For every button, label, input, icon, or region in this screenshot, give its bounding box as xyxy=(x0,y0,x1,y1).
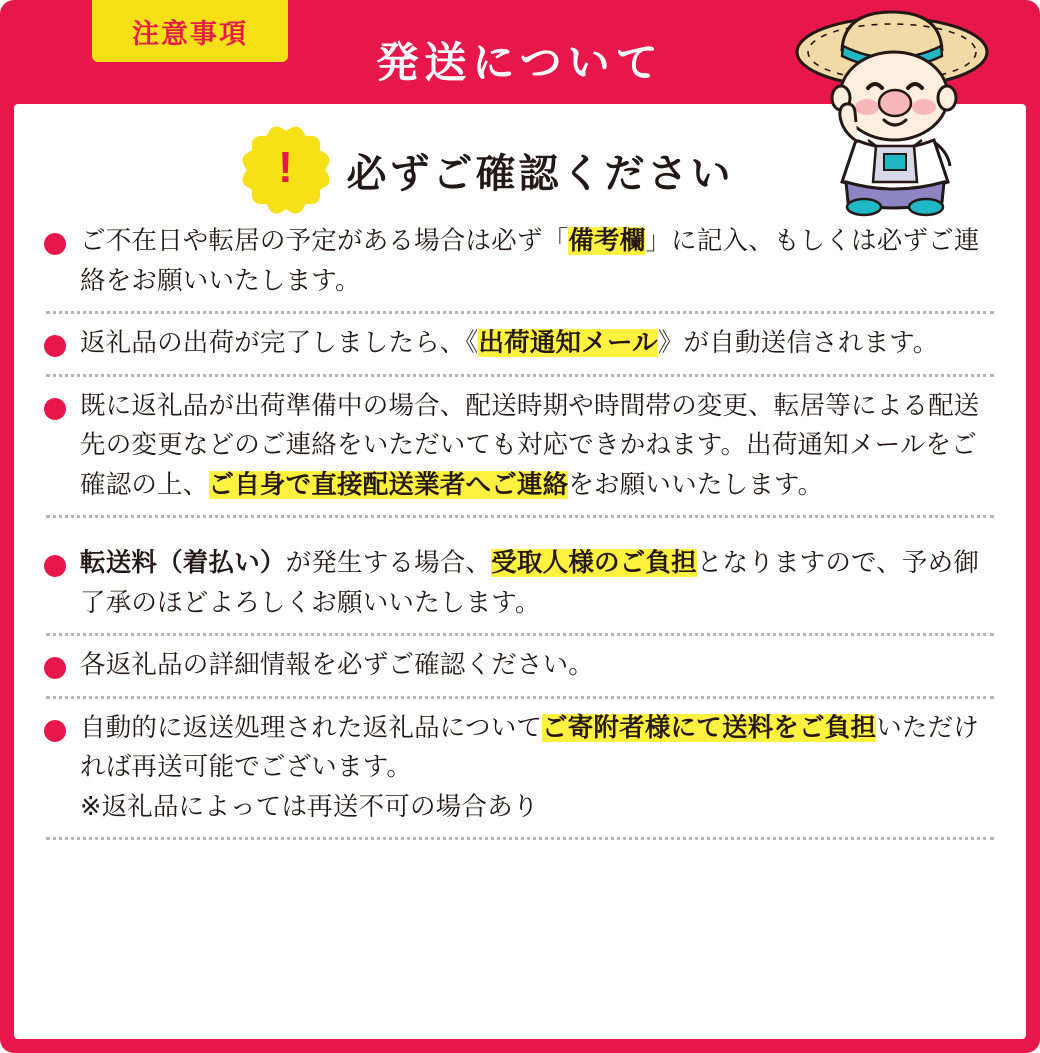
exclamation-mark: ! xyxy=(278,143,293,192)
notice-divider xyxy=(46,837,994,840)
notice-divider xyxy=(46,633,994,636)
notice-text-segment: ※返礼品によっては再送不可の場合あり xyxy=(80,792,539,821)
notice-item-forwarding-fee xyxy=(42,544,998,623)
confirm-title: 必ずご確認ください xyxy=(346,151,734,196)
notice-item-text xyxy=(80,544,996,623)
bullet-dot-icon xyxy=(44,555,66,577)
bullet-dot-icon xyxy=(44,233,66,255)
notice-item-text xyxy=(80,324,996,364)
notice-text-segment: 受取人様のご負担 xyxy=(491,549,697,578)
page-title: 発送について xyxy=(376,39,664,86)
notice-item-text xyxy=(80,222,996,301)
notice-text-segment: が発生する場合、 xyxy=(285,549,492,578)
notice-item-already-in-preparation xyxy=(42,387,998,506)
notice-item-text xyxy=(80,709,996,828)
notice-divider xyxy=(46,311,994,314)
notice-text-segment: 出荷通知メール xyxy=(478,329,658,358)
notice-text-segment: 自動的に返送処理された返礼品について xyxy=(80,713,543,742)
notice-divider xyxy=(46,696,994,699)
notice-text-segment: 」に記入、もしくは必ずご連絡をお願いいたします。 xyxy=(80,227,980,295)
notice-list xyxy=(42,222,998,840)
notice-text-segment: となりますので、予め御了承のほどよろしくお願いいたします。 xyxy=(80,549,980,617)
notice-card xyxy=(14,104,1026,1039)
notice-item-shipping-notice-mail xyxy=(42,324,998,364)
notice-text-segment: 備考欄 xyxy=(568,227,646,255)
notice-text-segment: 各返礼品の詳細情報を必ずご確認ください。 xyxy=(80,651,595,680)
exclamation-starburst-icon xyxy=(247,131,325,209)
bullet-dot-icon xyxy=(44,720,66,742)
notice-text-segment: をお願いいたします。 xyxy=(568,470,824,499)
attention-badge-label: 注意事項 xyxy=(132,18,248,49)
notice-text-segment: ご自身で直接配送業者へご連絡 xyxy=(208,470,569,499)
notice-text-segment: いただければ再送可能でございます。 xyxy=(80,713,980,782)
notice-text-segment: 転送料（着払い） xyxy=(80,549,286,578)
notice-item-text xyxy=(80,646,996,686)
notice-item-text xyxy=(80,387,996,506)
notice-text-segment: 既に返礼品が出荷準備中の場合、配送時期や時間帯の変更、転居等による配送先の変更などのご連絡をいただいても対応できかねます。出荷通知メールをご確認の上、 xyxy=(80,391,980,499)
bullet-dot-icon xyxy=(44,398,66,420)
notice-divider xyxy=(46,515,994,518)
notice-text-segment: ご寄附者様にて送料をご負担 xyxy=(542,713,877,742)
bullet-dot-icon xyxy=(44,335,66,357)
notice-item-auto-returned-items xyxy=(42,709,998,828)
notice-item-check-item-details xyxy=(42,646,998,686)
notice-text-segment: 》が自動送信されます。 xyxy=(657,329,939,358)
notice-divider xyxy=(46,374,994,377)
notice-text-segment: ご不在日や転居の予定がある場合は必ず「 xyxy=(80,227,569,255)
farmer-mascot-icon xyxy=(772,6,1012,226)
notice-text-segment: 返礼品の出荷が完了しましたら、《 xyxy=(80,329,479,358)
bullet-dot-icon xyxy=(44,657,66,679)
notice-item-absence-or-move xyxy=(42,222,998,301)
